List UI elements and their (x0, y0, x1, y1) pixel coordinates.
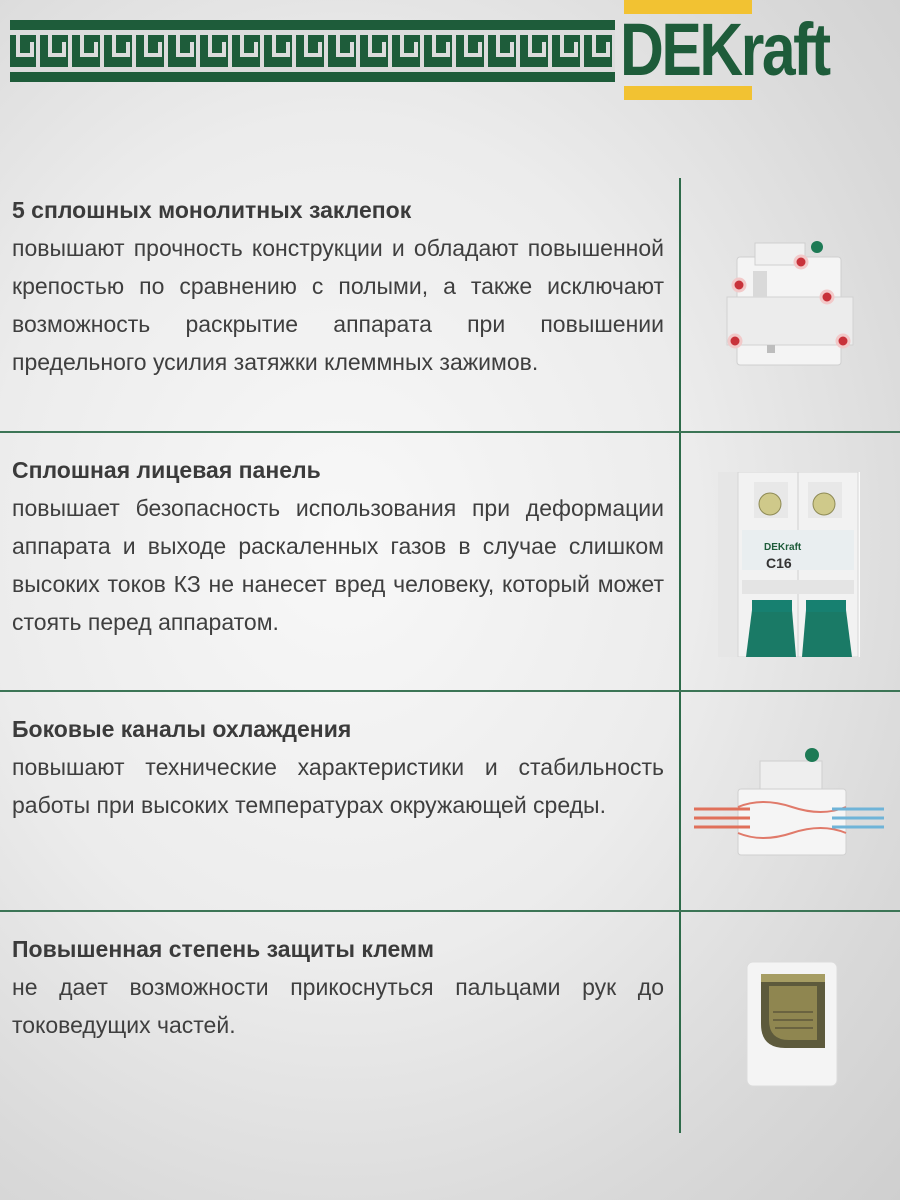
row-divider (0, 431, 900, 433)
feature-terminal-protection (12, 934, 664, 1044)
column-divider (679, 178, 681, 1133)
feature-title: Повышенная степень защиты клемм (12, 936, 435, 962)
greek-key-ornament (10, 20, 615, 82)
feature-cooling (12, 714, 664, 824)
circuit-breaker-illustration (718, 472, 868, 657)
feature-rivets (12, 195, 664, 381)
row-divider (0, 690, 900, 692)
feature-title: 5 сплошных монолитных заклепок (12, 197, 412, 223)
feature-description: повышают прочность конструкции и обладают повышенной крепостью по сравнению с полыми, а также исключают возможность раскрытие аппарата при повышении предельного усилия затяжки клеммных зажимов. (12, 235, 664, 375)
feature-description: повышают технические характеристики и стабильность работы при высоких температурах окружающей среды. (12, 754, 664, 818)
header (0, 0, 900, 110)
feature-description: повышает безопасность использования при деформации аппарата и выходе раскаленных газов в случае слишком высоких токов КЗ не нанесет вред человеку, который может стоять перед аппаратом. (12, 495, 664, 635)
brand-logo (620, 0, 890, 100)
cooling-channels-illustration (692, 745, 887, 860)
device-logo: DEKraft (764, 542, 802, 553)
row-divider (0, 910, 900, 912)
breaker-rivets-illustration (715, 235, 865, 370)
device-rating: C16 (766, 555, 792, 571)
feature-front-panel (12, 455, 664, 641)
feature-title: Сплошная лицевая панель (12, 457, 321, 483)
terminal-closeup-illustration (745, 960, 840, 1088)
brand-name: DEKraft (620, 8, 829, 91)
feature-title: Боковые каналы охлаждения (12, 716, 352, 742)
feature-description: не дает возможности прикоснуться пальцами рук до токоведущих частей. (12, 974, 664, 1038)
